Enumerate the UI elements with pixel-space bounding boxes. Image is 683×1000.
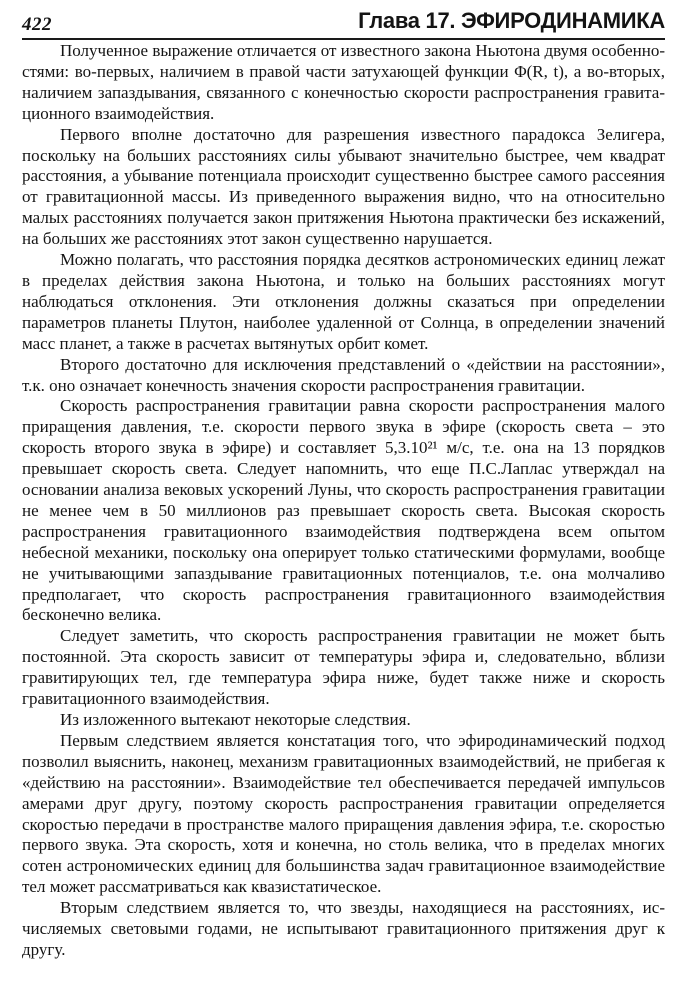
paragraph: Вторым следствием является то, что звезды, находящиеся на расстояниях, исчисляемых световыми годами, не испытывают гравитационного притяжения друг к другу. [22, 898, 665, 959]
paragraph: Следует заметить, что скорость распространения гравитации не может быть постоянной. Эта скорость зависит от температуры эфира и, следовательно, вблизи гравитирующих тел, где температура эфира ниже, будет также ниже и скорость гравитационного взаимодействия. [22, 626, 665, 709]
page-number: 422 [22, 14, 52, 35]
paragraph: Полученное выражение отличается от известного закона Ньютона двумя особенностями: во-первых, наличием в правой части затухающей функции Φ(R, t), а во-вторых, наличием запаздывания, связанного с конечностью скорости распространения гравитационного взаимодействия. [22, 41, 665, 123]
body-text [22, 41, 665, 961]
paragraph: Скорость распространения гравитации равна скорости распространения малого приращения давления, т.е. скорости первого звука в эфире (скорость света – это скорость второго звука в эфире) и составляет 5,3.10²¹ м/с, т.е. она на 13 порядков превышает скорость света. Следует напомнить, что еще П.С.Лаплас утверждал на основании анализа вековых ускорений Луны, что скорость распространения гравитации не менее чем в 50 миллионов раз превышает скорость света. Высокая скорость распространения гравитационного взаимодействия подтверждена всем опытом небесной механики, поскольку она оперирует только статическими формулами, вообще не учитывающими запаздывание гравитационных потенциалов, т.е. она молчаливо предполагает, что скорость распространения гравитационного взаимодействия бесконечно велика. [22, 396, 665, 625]
paragraph: Первым следствием является констатация того, что эфиродинамический подход позволил выяснить, наконец, механизм гравитационных взаимодействий, не прибегая к «действию на расстоянии». Взаимодействие тел обеспечивается передачей импульсов амерами друг другу, поэтому скорость распространения гравитации определяется скоростью передачи в пространстве малого приращения давления эфира, т.е. скоростью первого звука. Эта скорость, хотя и конечна, но столь велика, что в пределах многих сотен астрономических единиц для большинства задач гравитационное взаимодействие тел может рассматриваться как квазистатическое. [22, 730, 665, 897]
running-header [22, 8, 665, 38]
paragraph: Второго достаточно для исключения представлений о «действии на расстоянии», т.к. оно означает конечность значения скорости распространения гравитации. [22, 354, 665, 395]
paragraph: Первого вполне достаточно для разрешения известного парадокса Зелигера, поскольку на больших расстояниях силы убывают значительно быстрее, чем квадрат расстояния, а убывание потенциала происходит существенно быстрее самого рассеяния от гравитационной массы. Из приведенного выражения видно, что на относительно малых расстояниях получается закон притяжения Ньютона практически без искажений, на больших же расстояниях этот закон существенно нарушается. [22, 124, 665, 249]
chapter-title: Глава 17. ЭФИРОДИНАМИКА [358, 8, 665, 33]
paragraph: Можно полагать, что расстояния порядка десятков астрономических единиц лежат в пределах действия закона Ньютона, и только на больших расстояниях могут наблюдаться отклонения. Эти отклонения должны сказаться при определении параметров планеты Плутон, наиболее удаленной от Солнца, в определении значений масс планет, а также в расчетах вытянутых орбит комет. [22, 250, 665, 353]
header-rule [22, 38, 665, 40]
paragraph: Из изложенного вытекают некоторые следствия. [60, 710, 411, 729]
